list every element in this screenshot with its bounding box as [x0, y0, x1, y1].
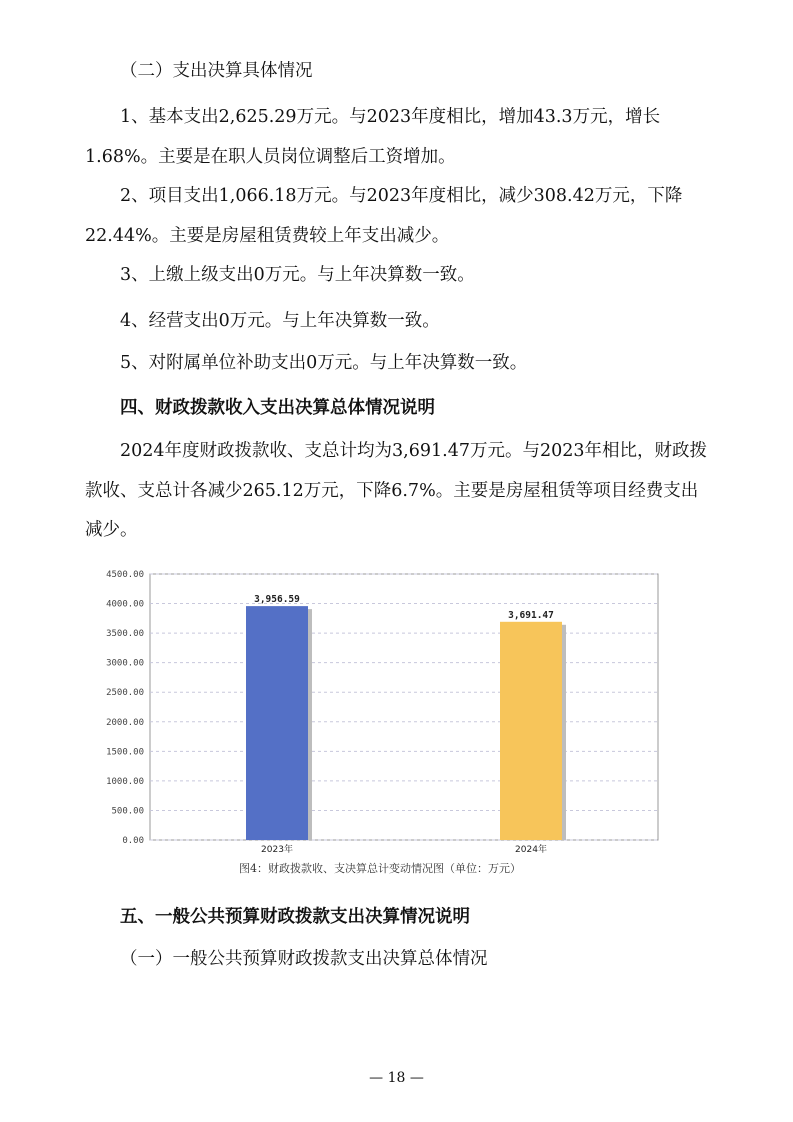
- fiscal-summary-paragraph: 2024年度财政拨款收、支总计均为3,691.47万元。与2023年相比，财政拨款收、支总计各减少265.12万元，下降6.7%。主要是房屋租赁等项目经费支出减少。: [85, 441, 708, 540]
- item-subsidiary-subsidy: 5、对附属单位补助支出0万元。与上年决算数一致。: [120, 353, 528, 373]
- bar-value-label: 3,956.59: [254, 594, 300, 606]
- bar-value-label: 3,691.47: [508, 609, 554, 621]
- x-category-label: 2024年: [515, 845, 547, 855]
- page-number: — 18 —: [369, 1070, 424, 1086]
- item-upper-level-payment: 3、上缴上级支出0万元。与上年决算数一致。: [120, 265, 475, 285]
- bar-chart-svg: [98, 568, 662, 858]
- y-tick-label: 4000.00: [106, 599, 144, 610]
- x-category-label: 2023年: [261, 845, 293, 855]
- y-tick-label: 1000.00: [106, 776, 144, 787]
- y-tick-label: 3500.00: [106, 629, 144, 640]
- y-tick-label: 4500.00: [106, 570, 144, 580]
- subsection-heading-general-budget-overview: （一）一般公共预算财政拨款支出决算总体情况: [120, 949, 488, 969]
- y-tick-label: 500.00: [111, 806, 144, 817]
- bar-2024年: [500, 622, 562, 840]
- section-subheading-expenditure-detail: （二）支出决算具体情况: [120, 61, 313, 81]
- item-project-expenditure: 2、项目支出1,066.18万元。与2023年度相比，减少308.42万元，下降22.44%。主要是房屋租赁费较上年支出减少。: [85, 186, 683, 246]
- item-basic-expenditure: 1、基本支出2,625.29万元。与2023年度相比，增加43.3万元，增长1.68%。主要是在职人员岗位调整后工资增加。: [85, 107, 661, 167]
- section-heading-general-budget: 五、一般公共预算财政拨款支出决算情况说明: [120, 907, 470, 927]
- bar-2023年: [246, 606, 308, 840]
- item-operating-expenditure: 4、经营支出0万元。与上年决算数一致。: [120, 311, 440, 331]
- y-tick-label: 2500.00: [106, 688, 144, 699]
- y-tick-label: 1500.00: [106, 747, 144, 758]
- y-tick-label: 0.00: [122, 836, 144, 846]
- fiscal-change-chart: [98, 568, 662, 878]
- plot-area: [150, 574, 658, 840]
- chart-caption: 图4：财政拨款收、支决算总计变动情况图（单位：万元）: [239, 862, 521, 875]
- y-tick-label: 2000.00: [106, 717, 144, 728]
- section-heading-fiscal-summary: 四、财政拨款收入支出决算总体情况说明: [120, 398, 435, 418]
- y-tick-label: 3000.00: [106, 658, 144, 669]
